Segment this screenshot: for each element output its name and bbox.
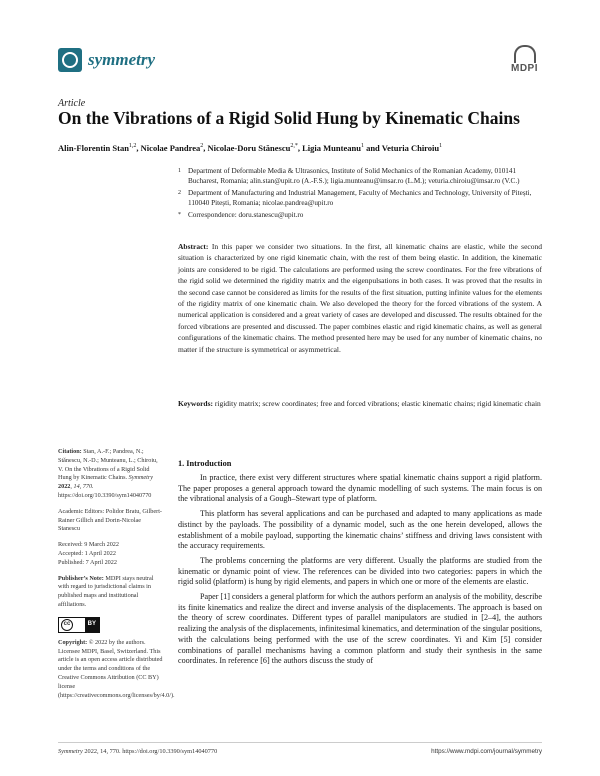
- footer-divider: [58, 742, 542, 743]
- article-type: Article: [58, 98, 86, 109]
- author-name: Nicolae Pandrea: [140, 143, 201, 153]
- cc-icon: cc: [61, 619, 73, 631]
- symmetry-logo-icon: [58, 48, 82, 72]
- academic-editors: Academic Editors: Polidor Bratu, Gilbert-Rainer Gillich and Dorin-Nicolae Stanescu: [58, 507, 162, 533]
- abstract-text: In this paper we consider two situations. In the first, all kinematic chains are elastic, while the second situation is characterized by one rigid kinematic chain, with the rest of them being elastic. In addition, the kinematic joints are considered to be rigid. The calculations are performed using the screw coordinates. For the free vibrations of the rigid solid we determined the rigidity matrix and the eigenpulsations in both cases. It was proved that the results in the second case cannot be considered as limits for the results of the first situation, putting infinite values for the elements of the rigidity matrix of one kinematic chain. We also developed the theory for the forced vibrations of the system. A numerical application is considered and a great variety of cases are developed and discussed. The results obtained for the forced vibrations are presented and discussed. The paper combines elastic and rigid kinematic chains, as well as general configurations of the kinematic chains. The method presented here may be used for any number of kinematic chains, no matter if the structure is symmetrical or asymmetrical.: [178, 242, 543, 354]
- dates: [58, 541, 164, 567]
- author-separator: ,: [203, 143, 208, 153]
- citation-doi-link[interactable]: https://doi.org/10.3390/sym14040770: [58, 491, 152, 499]
- sidebar: [58, 448, 175, 707]
- author-separator: ,: [136, 143, 141, 153]
- author-name: Veturia Chiroiu: [381, 143, 440, 153]
- author-separator: ,: [297, 143, 303, 153]
- author-name: Nicolae-Doru Stănescu: [207, 143, 291, 153]
- journal-logo: [58, 48, 155, 72]
- cc-by-license-icon[interactable]: [58, 617, 100, 633]
- keywords: [178, 398, 542, 409]
- author-affiliation-mark: 1: [439, 143, 443, 150]
- author-affiliation-mark: 1: [360, 143, 364, 150]
- affiliation-number: *: [178, 212, 181, 218]
- accepted-date: Accepted: 1 April 2022: [58, 549, 116, 557]
- author-list: [58, 143, 558, 153]
- author-affiliation-mark: 2,*: [290, 143, 298, 150]
- keywords-label: Keywords:: [178, 399, 213, 408]
- footer-citation: Symmetry 2022, 14, 770. https://doi.org/10.3390/sym14040770: [58, 748, 218, 755]
- publisher-logo: [511, 45, 538, 74]
- affiliation-item: [178, 167, 548, 186]
- keywords-text: rigidity matrix; screw coordinates; free and forced vibrations; elastic kinematic chains; rigid kinematic chain: [214, 399, 541, 408]
- abstract-label: Abstract:: [178, 242, 209, 251]
- affiliation-item: [178, 211, 548, 221]
- affiliation-text: Department of Deformable Media & Ultrasonics, Institute of Solid Mechanics of the Romanian Academy, 010141 Bucharest, Romania; alin.stan@upit.ro (A.-F.S.); ligia.munteanu@imsar.ro (L.M.); veturia.chiroiu@imsar.ro (V.C.): [188, 167, 520, 185]
- citation: Citation: Stan, A.-F.; Pandrea, N.; Stănescu, N.-D.; Munteanu, L.; Chiroiu, V. On the Vibrations of a Rigid Solid Hung by Kinematic Chains. Symmetry 2022, 14, 770. https://doi.org/10.3390/sym14040770: [58, 448, 158, 499]
- affiliations: [178, 167, 548, 224]
- mdpi-icon: [514, 45, 536, 63]
- affiliation-number: 2: [178, 190, 181, 196]
- publisher-name: MDPI: [511, 63, 538, 74]
- affiliation-text: Correspondence: doru.stanescu@upit.ro: [188, 211, 304, 219]
- affiliation-item: [178, 189, 548, 208]
- paper-title: On the Vibrations of a Rigid Solid Hung by Kinematic Chains: [58, 108, 520, 128]
- author-affiliation-mark: 1,2: [128, 143, 137, 150]
- received-date: Received: 9 March 2022: [58, 541, 119, 549]
- section-heading: 1. Introduction: [178, 459, 232, 468]
- copyright: Copyright: © 2022 by the authors. Licensee MDPI, Basel, Switzerland. This article is an open access article distributed under the terms and conditions of the Creative Commons Attribution (CC BY) license (https://creativecommons.org/licenses/by/4.0/).: [58, 638, 175, 699]
- author-separator: and: [363, 143, 382, 153]
- body-paragraph: Paper [1] considers a general platform for which the authors perform an analysis of the mobility, describe its finite kinematics and realize the direct and inverse analysis of the displacements. The approach is based on the theory of screw coordinates. Different types of parallel manipulators are studied in [2–4], the authors realizing the analysis of the displacements, infinitesimal kinematics, and determination of the singular positions, with the calculations being performed with the use of the screw coordinates. Yi and Kim [5] consider combinations of parallel mechanisms having a common platform and study their synthesis in the same coordinates. In reference [6] the authors discuss the study of: [178, 592, 542, 666]
- publisher-note: Publisher’s Note: MDPI stays neutral with regard to jurisdictional claims in published maps and institutional affiliations.: [58, 574, 154, 608]
- by-label: BY: [85, 618, 99, 632]
- author-name: Alin-Florentin Stan: [58, 143, 129, 153]
- author-affiliation-mark: 2: [200, 143, 204, 150]
- body-paragraph: The problems concerning the platforms are very different. Usually the platforms are studied from the kinematic or dynamic point of view. The references can be divided into two categories: papers in which the rigid solid (platform) is hung by rigid elements, and papers in which one or more of the elements are elastic.: [178, 555, 542, 587]
- abstract: [178, 241, 542, 355]
- affiliation-number: 1: [178, 168, 181, 174]
- journal-name: symmetry: [88, 50, 156, 69]
- author-name: Ligia Munteanu: [302, 143, 361, 153]
- affiliation-text: Department of Manufacturing and Industrial Management, Faculty of Mechanics and Technology, University of Pitești, 110040 Pitești, Romania; nicolae.pandrea@upit.ro: [188, 189, 532, 207]
- body-paragraph: In practice, there exist very different structures where spatial kinematic chains support a rigid platform. The paper proposes a general approach toward the dynamic modelling of such systems. The main focus is on the vibrational analysis of a Gough–Stewart type of platform.: [178, 473, 542, 504]
- body-text: [178, 473, 542, 671]
- footer-url[interactable]: https://www.mdpi.com/journal/symmetry: [431, 748, 542, 755]
- published-date: Published: 7 April 2022: [58, 558, 117, 566]
- body-paragraph: This platform has several applications and can be purchased and adapted to many applications as made distinct by the payloads. The possibility of a dynamic model, such as the one herein developed, allows the establishment of a mobile payload, supporting the kinematic chains’ stiffness and driving laws consistent with the accuracy requirements.: [178, 509, 542, 551]
